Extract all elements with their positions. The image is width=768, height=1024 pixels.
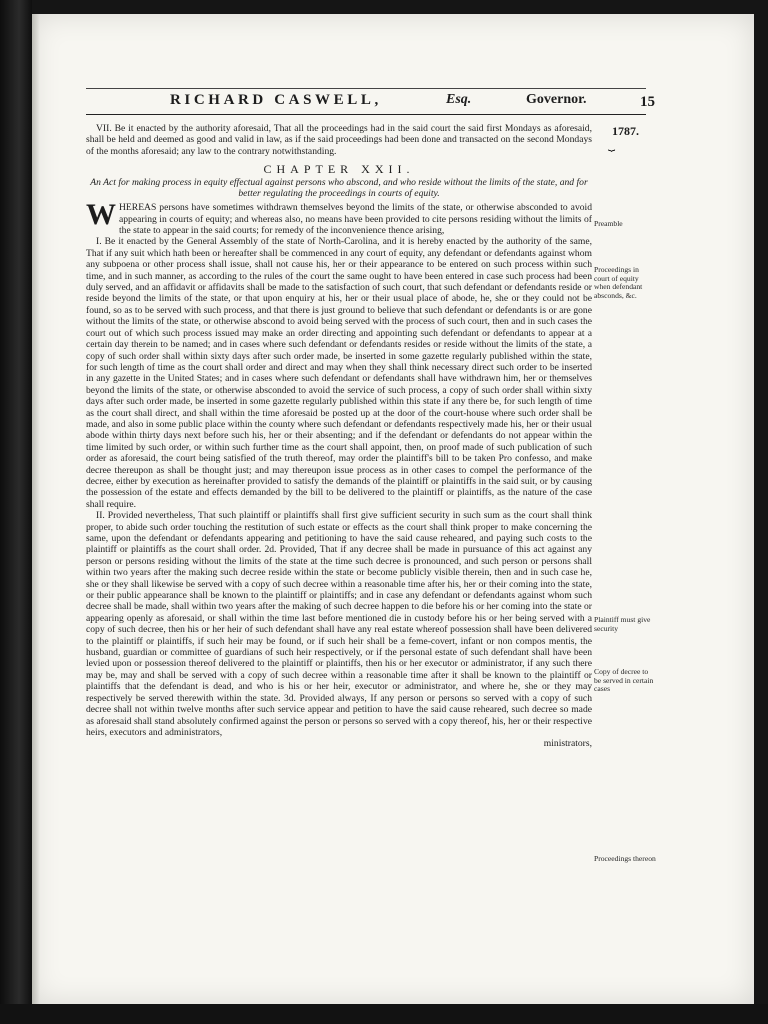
section-i-text: I. Be it enacted by the General Assembly of the state of North-Carolina, and it is hereby enacted by the authority of the same, That if any suit which hath been or hereafter shall be commenced in any court of equity, any defendant or defendants against whom any subpoena or other process shall issue, shall not cause his, her or their appearance to be entered on such process within such time, and in such manner, as according to the rules of the court the same ought to have been entered in case such process had been duly served, and an affidavit or affidavits shall be made to the satisfaction of such court, that such defendant or defendants reside or reside beyond the limits of the state, or that upon enquiry at his, her or their usual place of abode, he, she or they could not be found, so as to be served with such process, and that there is just ground to believe that such defendant or defendants is or are gone without the limits of the state, or otherwise abscond to avoid being served with the process of such court, then and in such cases the court out of which such process issued may make an order directing and appointing such defendant or defendants to appear at a certain day therein to be named; and in cases where such defendant or defendants resides or reside without the limits of the state, a copy of such order shall within sixty days after such order made, be inserted in some gazette regularly published within the state, for such length of time as the court shall order and direct and may when they shall think necessary direct such order to be inserted in any gazette in the United States; and in cases where such defendant or defendants shall have withdrawn him, her or themselves beyond the limits of the state, or otherwise absconded to avoid the service of such process, a copy of such order shall within sixty days after such order made, be inserted in some gazette regularly published within this state if any there be, for such length of time as the court shall direct, and shall within the time aforesaid be posted up at the door of the court-house where such order shall be made, and also in some public place within the county where such defendant or defendants respectively made his, her or their usual abode within thirty days next before such his, her or their absenting; and if the defendant or defendants do not appear within the time limited by such order, or within such further time as the court shall appoint, then, on proof made of such publication of such order as aforesaid, the court being satisfied of the truth thereof, may order the plaintiff's bill to be taken Pro confesso, and make decree thereupon as shall be thought just; and may thereupon issue process as in other cases to compel the performance of the decree, either by execution as hereinafter provided to satisfy the demands of the plaintiff or plaintiffs in the said suit, or by causing the possession of the estate and effects demanded by the bill to be delivered to the plaintiff or plaintiffs, as the nature of the case shall require.	[86, 236, 592, 510]
margin-note-proceeding-thereon: Proceedings thereon	[594, 854, 656, 863]
drop-cap: W	[86, 198, 116, 232]
header-esq: Esq.	[446, 92, 472, 107]
margin-note-copy: Copy of decree to be served in certain cases	[594, 667, 654, 694]
section-vii-text: VII. Be it enacted by the authority aforesaid, That all the proceedings had in the said court the said first Mondays as aforesaid, shall be held and deemed as good and valid in law, as if the said proceedings had been done and transacted on the second Mondays of the months aforesaid; any law to the contrary notwithstanding.	[86, 123, 592, 157]
catchword: ministrators,	[543, 738, 592, 750]
margin-note-proceedings: Proceedings in court of equity when defendant absconds, &c.	[594, 265, 643, 300]
header-rule	[86, 88, 646, 89]
year-brace: ⏟	[608, 137, 616, 151]
act-body	[86, 198, 592, 750]
page-gutter-shadow	[32, 14, 40, 1004]
book-spine	[0, 0, 32, 1024]
margin-note-plaintiff: Plaintiff must give security	[594, 615, 651, 633]
act-title: An Act for making process in equity effectual against persons who abscond, and who reside without the limits of the state, and for better regulating the proceedings in courts of equity.	[90, 177, 588, 200]
section-vii	[86, 123, 592, 157]
page-number: 15	[640, 94, 655, 110]
margin-note-preamble: Preamble	[594, 219, 623, 228]
header-title: Governor.	[526, 92, 587, 107]
page-content	[86, 88, 656, 863]
running-header	[86, 88, 655, 115]
chapter-heading: CHAPTER XXII.	[263, 162, 415, 177]
scan-bottom-edge	[0, 1004, 768, 1024]
preamble-text: HEREAS persons have sometimes withdrawn themselves beyond the limits of the state, or otherwise absconded to avoid appearing in courts of equity; and whereas also, no means have been provided to cite persons residing without the limits of the state to appear in the said courts; for remedy of the inconvenience thence arising,	[119, 202, 592, 237]
header-name: RICHARD CASWELL,	[170, 92, 382, 108]
margin-year: 1787.	[612, 124, 639, 138]
section-ii-text: II. Provided nevertheless, That such plaintiff or plaintiffs shall first give sufficient security in such sum as the court shall think proper, to abide such order touching the restitution of such estate or effects as the court shall think proper to make concerning the same, upon the defendant or defendants appearing and petitioning to have the said cause reheared, and paying such costs to the plaintiff or plaintiffs as the court shall order. 2d. Provided, That if any decree shall be made in pursuance of this act against any person or persons residing without the limits of the state at the time such decree is pronounced, and such person or persons shall within two years after the making such decree reside within the state or become publicly visible therein, then and in such case he, she or they shall likewise be served with a copy of such decree within a reasonable time after his, her or their coming into the state, or their public appearance shall be known to the plaintiff or plaintiffs; and in case any defendant or defendants against whom such decree shall be made, shall within two years after the making of such decree happen to die before his or her coming into the state or appearing openly as aforesaid, or shall within the time last before mentioned die in custody before his or her being served with a copy of such decree, then his or her heir of such defendant shall have any real estate whereof possession shall have been delivered to the plaintiff or plaintiffs, if such heir may be found, or if such heir shall be a feme-covert, infant or non compos mentis, the husband, guardian or committee of guardians of such heir respectively, or if the personal estate of such defendant shall have been levied upon or possession thereof delivered to the plaintiff or plaintiffs, then his or her executor or administrator, if any such there may be, may and shall be served with a copy of such decree within a reasonable time after it shall be known to the plaintiff or plaintiffs that the defendant is dead, and who is his or her heir, executor or administrator, and where he, she or they may respectively be served therewith within the state. 3d. Provided always, If any person or persons so served with a copy of such decree shall not within twelve months after such service appear and petition to have the said cause reheared, such decree so made as aforesaid shall stand absolutely confirmed against the person or persons so served with a copy thereof, his, her or their respective heirs, executors and administrators,	[86, 510, 592, 738]
preamble-paragraph	[86, 198, 592, 237]
